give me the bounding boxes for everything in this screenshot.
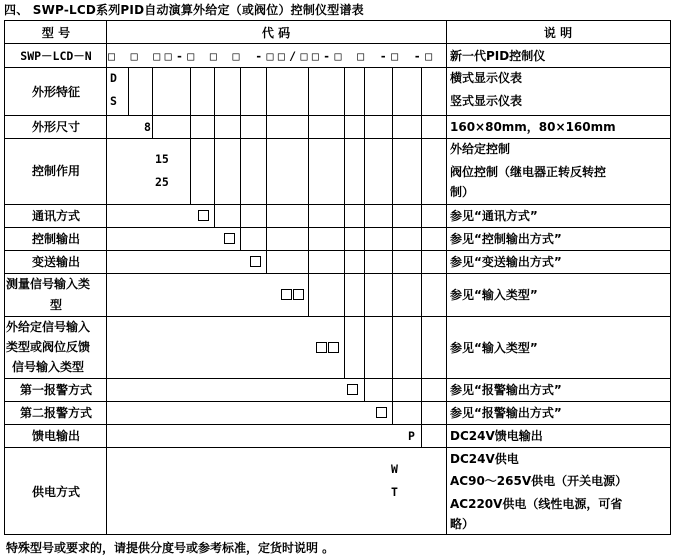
page-title: 四、 SWP-LCD系列PID自动演算外给定（或阀位）控制仪型谱表 — [4, 3, 364, 17]
power-desc-1: DC24V供电 — [450, 452, 519, 466]
ctrlout-desc: 参见“控制输出方式” — [450, 232, 562, 246]
shape-label: 外形特征 — [31, 85, 81, 99]
ctrlout-code-box — [225, 234, 235, 244]
column-lines — [107, 20, 447, 535]
header-code: 代 码 — [261, 26, 291, 40]
trans-label: 变送输出 — [31, 255, 81, 269]
feed-code: P — [408, 429, 415, 443]
row-lines — [4, 44, 671, 448]
shape-code-d: D — [110, 71, 117, 85]
power-code-w: W — [391, 462, 398, 476]
header-model: 型 号 — [41, 26, 71, 40]
power-desc-2: AC90～265V供电（开关电源） — [450, 474, 628, 488]
control-code-15: 15 — [155, 152, 169, 166]
power-label: 供电方式 — [31, 485, 81, 499]
control-desc-2: 阀位控制（继电器正转反转控 — [450, 165, 607, 179]
model-code: □ □ □□-□ □ □ -□□/□□-□ □ -□ -□ — [108, 49, 433, 63]
meas-code-box-2 — [294, 290, 304, 300]
ext-label-1: 外给定信号输入 — [6, 320, 91, 334]
size-label: 外形尺寸 — [31, 120, 81, 134]
ctrlout-label: 控制输出 — [31, 232, 81, 246]
power-desc-4: 略） — [450, 517, 475, 531]
comm-label: 通讯方式 — [31, 209, 81, 223]
footnote: 特殊型号或要求的，请提供分度号或参考标准，定货时说明 。 — [6, 541, 335, 555]
control-code-25: 25 — [155, 175, 169, 189]
power-code-t: T — [391, 485, 398, 499]
feed-desc: DC24V馈电输出 — [450, 429, 543, 443]
meas-label-1: 测量信号输入类 — [6, 277, 91, 291]
shape-code-s: S — [110, 94, 117, 108]
table-border — [5, 21, 671, 535]
trans-desc: 参见“变送输出方式” — [450, 255, 562, 269]
control-desc-1: 外给定控制 — [450, 142, 511, 156]
header-desc: 说 明 — [543, 26, 573, 40]
model-desc: 新一代PID控制仪 — [450, 49, 546, 63]
ext-desc: 参见“输入类型” — [450, 341, 538, 355]
comm-code-box — [199, 211, 209, 221]
ext-code-box-1 — [317, 343, 327, 353]
alarm1-label: 第一报警方式 — [19, 383, 93, 397]
power-desc-3: AC220V供电（线性电源，可省 — [450, 497, 623, 511]
alarm1-desc: 参见“报警输出方式” — [450, 383, 562, 397]
ext-code-box-2 — [329, 343, 339, 353]
shape-desc-horizontal: 横式显示仪表 — [450, 71, 523, 85]
model-label: SWP－LCD－N — [20, 49, 92, 63]
meas-code-box-1 — [282, 290, 292, 300]
ext-label-2: 类型或阀位反馈 — [6, 340, 91, 354]
comm-desc: 参见“通讯方式” — [450, 209, 538, 223]
feed-label: 馈电输出 — [31, 429, 81, 443]
trans-code-box — [251, 257, 261, 267]
alarm2-code-box — [377, 408, 387, 418]
size-desc: 160×80mm，80×160mm — [450, 120, 616, 134]
ext-label-3: 信号输入类型 — [12, 360, 85, 374]
alarm1-code-box — [348, 385, 358, 395]
meas-label-2: 型 — [49, 298, 63, 312]
shape-desc-vertical: 竖式显示仪表 — [450, 94, 523, 108]
alarm2-desc: 参见“报警输出方式” — [450, 406, 562, 420]
code-staircase-lines — [129, 67, 422, 447]
alarm2-label: 第二报警方式 — [19, 406, 93, 420]
size-code: 8 — [144, 120, 151, 134]
meas-desc: 参见“输入类型” — [450, 288, 538, 302]
control-desc-3: 制） — [450, 185, 475, 199]
control-label: 控制作用 — [31, 164, 81, 178]
